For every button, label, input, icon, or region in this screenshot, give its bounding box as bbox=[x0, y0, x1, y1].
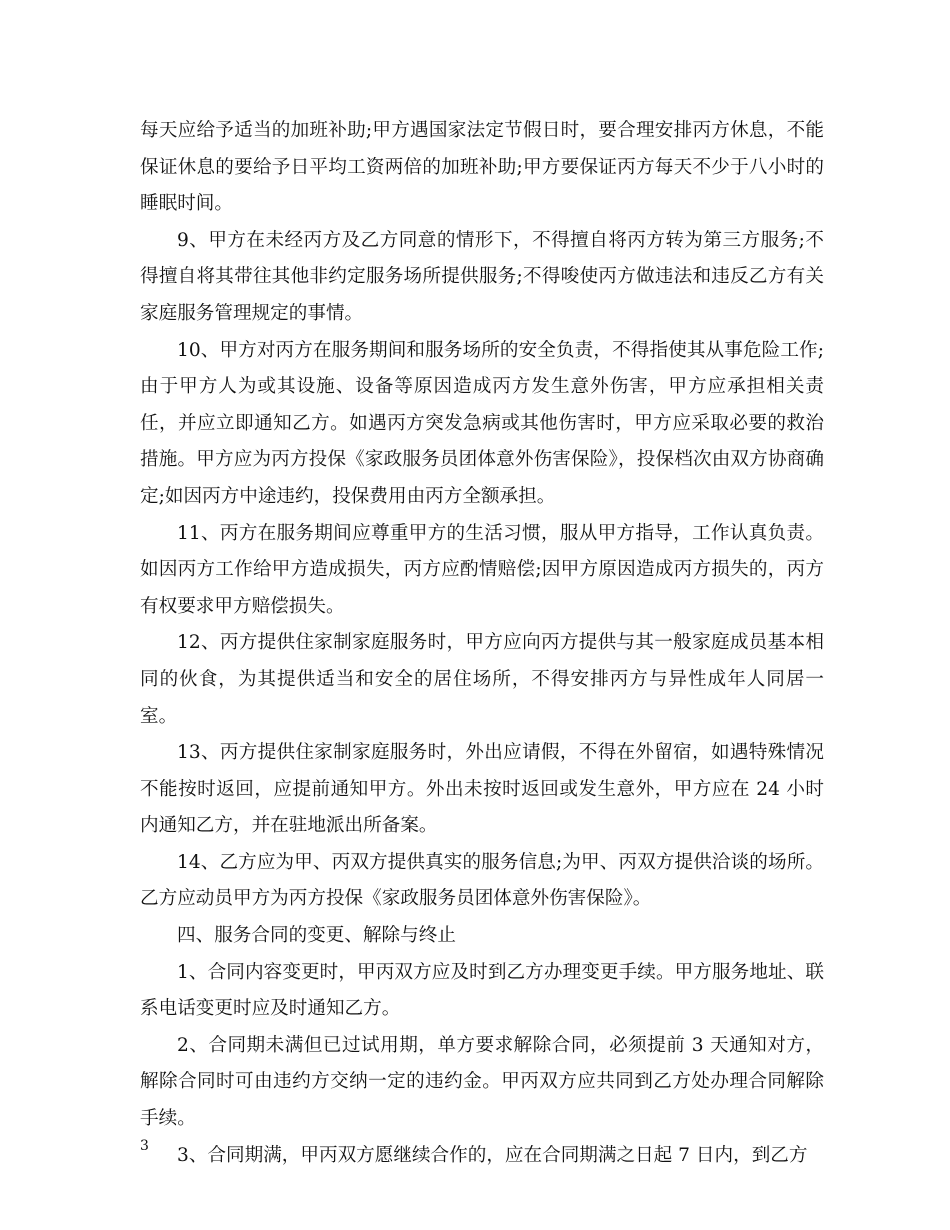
paragraph: 2、合同期未满但已过试用期，单方要求解除合同，必须提前 3 天通知对方，解除合同时可由违约方交纳一定的违约金。甲丙双方应共同到乙方处办理合同解除手续。 bbox=[140, 1034, 824, 1130]
paragraph: 11、丙方在服务期间应尊重甲方的生活习惯，服从甲方指导，工作认真负责。如因丙方工作给甲方造成损失，丙方应酌情赔偿;因甲方原因造成丙方损失的，丙方有权要求甲方赔偿损失。 bbox=[140, 522, 824, 617]
paragraph: 9、甲方在未经丙方及乙方同意的情形下，不得擅自将丙方转为第三方服务;不得擅自将其带往其他非约定服务场所提供服务;不得唆使丙方做违法和违反乙方有关家庭服务管理规定的事情。 bbox=[140, 229, 824, 324]
paragraph: 1、合同内容变更时，甲丙双方应及时到乙方办理变更手续。甲方服务地址、联系电话变更时应及时通知乙方。 bbox=[140, 961, 824, 1020]
paragraph: 14、乙方应为甲、丙双方提供真实的服务信息;为甲、丙双方提供洽谈的场所。乙方应动员甲方为丙方投保《家政服务员团体意外伤害保险》。 bbox=[140, 851, 824, 910]
document-body bbox=[140, 113, 824, 1174]
paragraph: 10、甲方对丙方在服务期间和服务场所的安全负责，不得指使其从事危险工作;由于甲方人为或其设施、设备等原因造成丙方发生意外伤害，甲方应承担相关责任，并应立即通知乙方。如遇丙方突发急病或其他伤害时，甲方应采取必要的救治措施。甲方应为丙方投保《家政服务员团体意外伤害保险》，投保档次由双方协商确定;如因丙方中途违约，投保费用由丙方全额承担。 bbox=[140, 339, 824, 507]
paragraph: 12、丙方提供住家制家庭服务时，甲方应向丙方提供与其一般家庭成员基本相同的伙食，为其提供适当和安全的居住场所，不得安排丙方与异性成年人同居一室。 bbox=[140, 632, 824, 727]
paragraph: 3、合同期满，甲丙双方愿继续合作的，应在合同期满之日起 7 日内，到乙方 bbox=[177, 1144, 808, 1166]
section-heading: 四、服务合同的变更、解除与终止 bbox=[177, 925, 456, 947]
page-number: 3 bbox=[140, 1138, 149, 1154]
paragraph: 每天应给予适当的加班补助;甲方遇国家法定节假日时，要合理安排丙方休息，不能保证休息的要给予日平均工资两倍的加班补助;甲方要保证丙方每天不少于八小时的睡眠时间。 bbox=[140, 120, 824, 215]
paragraph: 13、丙方提供住家制家庭服务时，外出应请假，不得在外留宿，如遇特殊情况不能按时返回，应提前通知甲方。外出未按时返回或发生意外，甲方应在 24 小时内通知乙方，并在驻地派出所备案。 bbox=[140, 742, 824, 837]
